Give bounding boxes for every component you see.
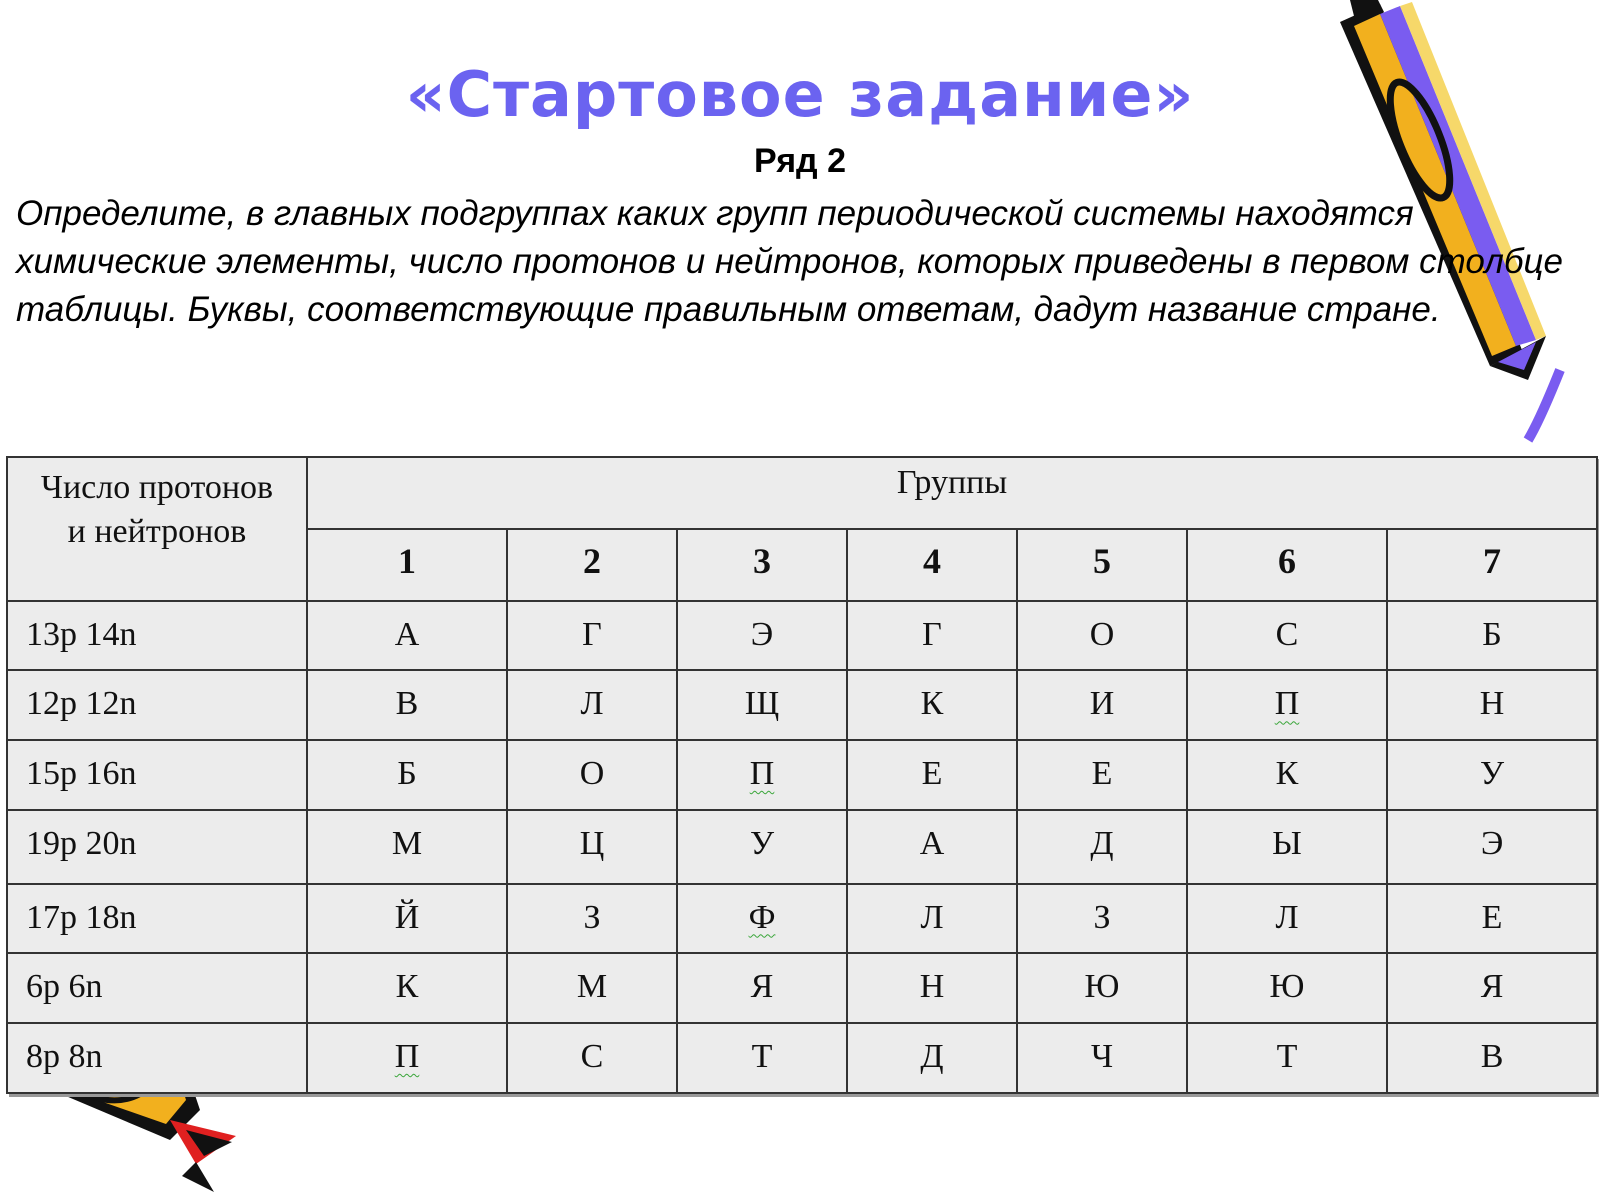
slide-title: «Стартовое задание» [405,58,1195,131]
row-label: 19p 20n [7,810,307,884]
answer-letter-cell [507,601,677,671]
answer-letter-cell [307,953,507,1023]
answer-letter: Г [922,615,942,653]
answer-letter: Н [1479,685,1505,723]
answer-letter-cell [1017,740,1187,810]
answer-letter: Е [1091,755,1113,793]
answer-letter: М [391,824,423,862]
answer-letter-cell [507,810,677,884]
answer-letter-cell [307,740,507,810]
answer-letter-cell [1387,601,1597,671]
answer-letter: Ю [1269,968,1305,1006]
answer-letter: П [394,1038,420,1076]
answer-letter: О [579,755,605,793]
answer-letter: Ц [579,824,605,862]
group-number-5: 5 [1017,529,1187,601]
answer-letter-cell [677,810,847,884]
answer-letter: Е [921,755,943,793]
answer-letter: И [1089,685,1115,723]
answer-letter-cell [1387,884,1597,954]
answer-letter-cell [1187,601,1387,671]
answer-letter-cell [1387,953,1597,1023]
answer-letter-cell [1187,740,1387,810]
group-number-7: 7 [1387,529,1597,601]
answer-letter: К [1275,755,1299,793]
table-row [7,810,1597,884]
answer-letter-cell [847,953,1017,1023]
row-label: 12p 12n [7,670,307,740]
answer-letter-cell [847,670,1017,740]
pencil-bottom-icon [0,1080,260,1200]
answer-letter: Ч [1090,1038,1114,1076]
answer-letter: О [1089,615,1115,653]
row-label: 6p 6n [7,953,307,1023]
answer-letter: Ф [748,898,776,936]
answer-letter-cell [847,601,1017,671]
answer-letter-cell [847,810,1017,884]
answer-letter-cell [507,1023,677,1093]
group-number-1: 1 [307,529,507,601]
answer-letter: Л [1275,898,1299,936]
answer-letter: Я [1480,968,1504,1006]
answer-letter-cell [1387,1023,1597,1093]
answer-letter: Ы [1272,824,1302,862]
answer-letter-cell [1387,670,1597,740]
answer-letter-cell [1017,670,1187,740]
answer-letter-cell [1017,601,1187,671]
group-number-3: 3 [677,529,847,601]
answer-letter: П [749,755,775,793]
answer-letter: Н [919,968,945,1006]
answer-letter-cell [507,953,677,1023]
answer-letter: З [583,898,601,936]
answer-letter-cell [847,1023,1017,1093]
answer-letter-cell [847,884,1017,954]
answer-letter-cell [1187,810,1387,884]
answer-letter: Д [920,1038,944,1076]
table-row [7,601,1597,671]
slide-subtitle: Ряд 2 [753,142,846,180]
answer-letter: Я [750,968,774,1006]
row-label: 15p 16n [7,740,307,810]
answer-letter: Л [920,898,944,936]
table-row [7,1023,1597,1093]
answer-letter-cell [847,740,1017,810]
answer-table [6,456,1598,1094]
table-row [7,884,1597,954]
answer-letter: В [1480,1038,1504,1076]
answer-letter-cell [307,810,507,884]
answer-letter: В [395,685,419,723]
answer-letter-cell [1017,953,1187,1023]
answer-letter-cell [1387,810,1597,884]
answer-letter-cell [677,601,847,671]
answer-letter: Е [1481,898,1503,936]
table-row [7,670,1597,740]
answer-table-container [6,456,1596,1094]
group-number-4: 4 [847,529,1017,601]
answer-letter: А [919,824,945,862]
answer-letter-cell [1187,884,1387,954]
answer-letter: П [1274,685,1300,723]
group-number-2: 2 [507,529,677,601]
answer-letter: Й [394,898,420,936]
answer-letter: М [576,968,608,1006]
answer-letter: Д [1090,824,1114,862]
answer-letter: К [395,968,419,1006]
answer-letter-cell [1017,1023,1187,1093]
answer-letter-cell [677,953,847,1023]
table-row [7,740,1597,810]
answer-letter: Ю [1084,968,1120,1006]
answer-letter: Т [751,1038,773,1076]
corner-header [7,457,307,601]
answer-letter-cell [677,1023,847,1093]
answer-letter: Л [580,685,604,723]
answer-letter: Щ [744,685,780,723]
corner-header-line1: Число протонов [40,469,274,506]
answer-letter: У [749,824,775,862]
answer-letter-cell [507,884,677,954]
answer-letter-cell [1017,884,1187,954]
answer-letter: Э [1480,824,1504,862]
answer-letter: У [1480,755,1505,793]
answer-letter-cell [1017,810,1187,884]
task-description: Определите, в главных подгруппах каких групп периодической системы находятся химические элементы, число протонов и нейтронов, которых приведены в первом столбце таблицы. Буквы, соответствующие правильным ответам, дадут название стране. [16,194,1563,329]
table-row [7,953,1597,1023]
answer-letter: З [1093,898,1111,936]
answer-letter-cell [307,601,507,671]
answer-letter-cell [1187,670,1387,740]
answer-letter: С [1275,615,1299,653]
answer-letter-cell [677,884,847,954]
row-label: 13p 14n [7,601,307,671]
answer-letter-cell [1187,953,1387,1023]
answer-letter: Б [397,755,417,793]
row-label: 8p 8n [7,1023,307,1093]
answer-letter-cell [1187,1023,1387,1093]
answer-letter-cell [307,884,507,954]
corner-header-line2: и нейтронов [67,513,247,550]
answer-letter-cell [677,670,847,740]
groups-header: Группы [307,457,1597,529]
answer-letter: Б [1482,615,1502,653]
answer-letter-cell [1387,740,1597,810]
answer-letter: К [920,685,944,723]
answer-letter: Г [582,615,602,653]
group-number-6: 6 [1187,529,1387,601]
answer-letter: Э [750,615,774,653]
answer-letter: Т [1276,1038,1298,1076]
answer-letter-cell [307,1023,507,1093]
answer-letter: С [580,1038,604,1076]
answer-letter-cell [677,740,847,810]
row-label: 17p 18n [7,884,307,954]
answer-letter: А [394,615,420,653]
answer-letter-cell [507,740,677,810]
answer-letter-cell [307,670,507,740]
answer-letter-cell [507,670,677,740]
